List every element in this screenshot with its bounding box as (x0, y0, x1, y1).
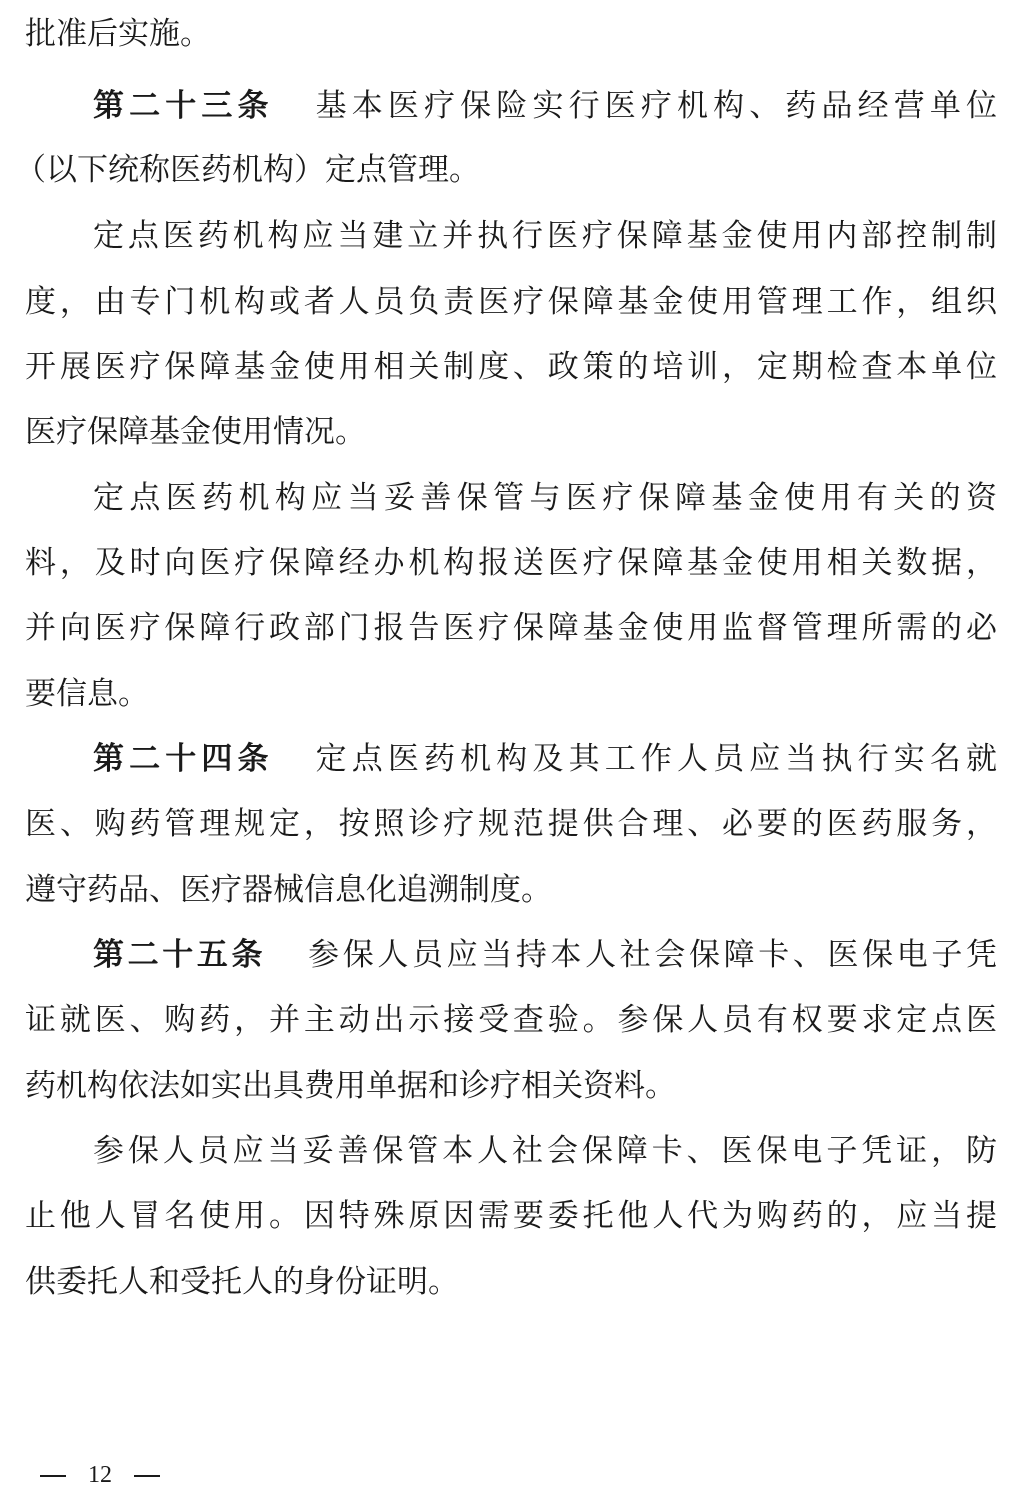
text-line: 供委托人和受托人的身份证明。 (25, 1264, 459, 1300)
article-25-heading: 第二十五条 (93, 937, 267, 973)
text-line: 定点医药机构应当建立并执行医疗保障基金使用内部控制制 (93, 218, 997, 254)
text-line: 药机构依法如实出具费用单据和诊疗相关资料。 (25, 1068, 676, 1104)
page-footer (40, 1458, 160, 1492)
text-line: 定点医药机构应当妥善保管与医疗保障基金使用有关的资 (93, 480, 997, 516)
article-23-heading: 第二十三条 (93, 88, 274, 124)
text-line: 止他人冒名使用。因特殊原因需要委托他人代为购药的，应当提 (25, 1198, 997, 1234)
article-23-text: 基本医疗保险实行医疗机构、药品经营单位 (315, 88, 998, 124)
text-line: 要信息。 (25, 676, 149, 712)
article-25-line-1 (25, 935, 997, 975)
text-line: 参保人员应当妥善保管本人社会保障卡、医保电子凭证，防 (93, 1133, 997, 1169)
article-24-heading: 第二十四条 (93, 741, 274, 777)
text-line: 并向医疗保障行政部门报告医疗保障基金使用监督管理所需的必 (25, 610, 997, 646)
text-line: 批准后实施。 (25, 16, 211, 52)
article-23-line-1 (25, 86, 997, 126)
text-line: 度，由专门机构或者人员负责医疗保障基金使用管理工作，组织 (25, 284, 997, 320)
article-25-text: 参保人员应当持本人社会保障卡、医保电子凭 (308, 937, 997, 973)
page-number: 12 (88, 1462, 112, 1488)
footer-dash-right (134, 1475, 160, 1477)
text-line: （以下统称医药机构）定点管理。 (15, 152, 480, 188)
text-line: 医疗保障基金使用情况。 (25, 414, 366, 450)
article-24-text: 定点医药机构及其工作人员应当执行实名就 (315, 741, 998, 777)
text-line: 医、购药管理规定，按照诊疗规范提供合理、必要的医药服务， (25, 806, 997, 842)
text-line: 开展医疗保障基金使用相关制度、政策的培训，定期检查本单位 (25, 349, 997, 385)
text-line: 证就医、购药，并主动出示接受查验。参保人员有权要求定点医 (25, 1002, 997, 1038)
article-24-line-1 (25, 739, 997, 779)
text-line: 遵守药品、医疗器械信息化追溯制度。 (25, 872, 552, 908)
footer-dash-left (40, 1475, 66, 1477)
text-line: 料，及时向医疗保障经办机构报送医疗保障基金使用相关数据， (25, 545, 997, 581)
